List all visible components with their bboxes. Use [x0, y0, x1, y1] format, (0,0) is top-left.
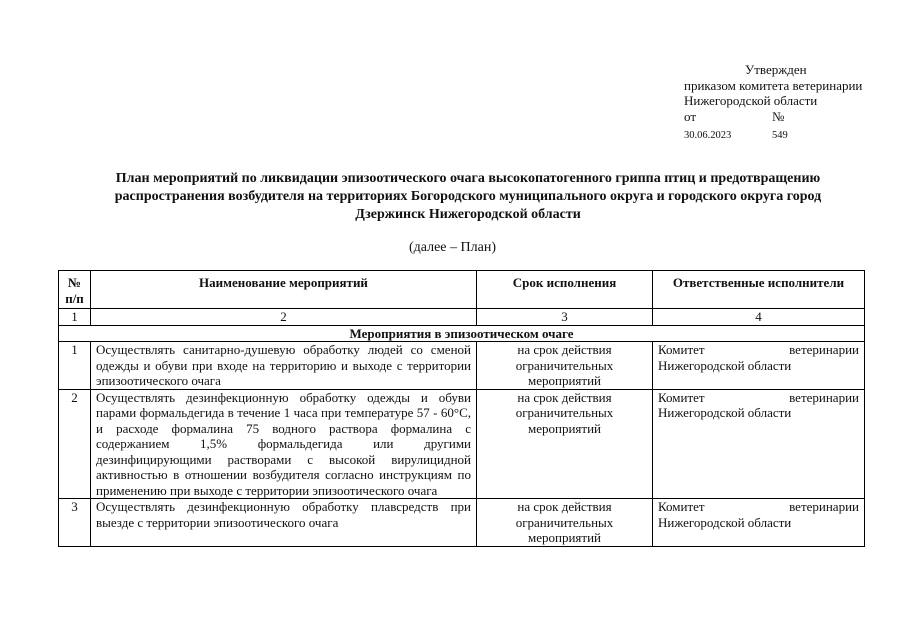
section-title: Мероприятия в эпизоотическом очаге [59, 325, 865, 342]
table-row [59, 389, 865, 499]
document-note: (далее – План) [408, 240, 496, 255]
row-description: Осуществлять дезинфекционную обработку плавсредств при выезде с территории эпизоотического очага [91, 499, 477, 547]
row-description: Осуществлять дезинфекционную обработку одежды и обуви парами формальдегида в течение 1 часа при температуре 57 - 60°С, и расходе формалина 75 водного раствора формалина с содержанием 1,5% формальдегида или другими дезинфицирующими растворами с высокой вирулицидной активностью в отношении возбудителя согласно инструкциям по применению при выходе с территории эпизоотического очага [91, 389, 477, 499]
col-number: 1 [59, 309, 91, 326]
table-header-row [59, 271, 865, 309]
approval-date: 30.06.2023 [684, 130, 732, 141]
row-responsible: Комитет ветеринарии Нижегородской области [653, 499, 865, 547]
header-num: № п/п [59, 271, 91, 309]
approval-order-line: приказом комитета ветеринарии [684, 77, 863, 93]
row-responsible: Комитет ветеринарии Нижегородской области [653, 342, 865, 390]
approval-number: 549 [772, 130, 788, 141]
column-number-row [59, 309, 865, 326]
header-measure: Наименование мероприятий [91, 271, 477, 309]
approval-region-line: Нижегородской области [684, 93, 818, 108]
approval-values-row [684, 128, 862, 144]
row-responsible: Комитет ветеринарии Нижегородской области [653, 389, 865, 499]
row-description: Осуществлять санитарно-душевую обработку людей со сменой одежды и обуви при входе на территорию и выходе с территории эпизоотического очага [91, 342, 477, 390]
approval-labels-row [684, 109, 862, 125]
approval-number-label: № [772, 108, 785, 124]
table-row [59, 499, 865, 547]
row-term: на срок действия ограничительных мероприятий [477, 389, 653, 499]
document-title: План мероприятий по ликвидации эпизоотического очага высокопатогенного гриппа птиц и предотвращению распространения возбудителя на территориях Богородского муниципального округа и городского округа город Дзержинск Нижегородской области [114, 171, 822, 222]
header-term: Срок исполнения [477, 271, 653, 309]
header-responsible: Ответственные исполнители [653, 271, 865, 309]
col-number: 2 [91, 309, 477, 326]
row-number: 3 [59, 499, 91, 547]
row-term: на срок действия ограничительных мероприятий [477, 342, 653, 390]
row-number: 1 [59, 342, 91, 390]
col-number: 4 [653, 309, 865, 326]
approval-stamp [684, 62, 862, 144]
table-row [59, 342, 865, 390]
row-number: 2 [59, 389, 91, 499]
measures-table [58, 270, 865, 547]
section-row [59, 325, 865, 342]
col-number: 3 [477, 309, 653, 326]
approval-from-label: от [684, 108, 697, 124]
approval-title: Утвержден [745, 62, 807, 77]
row-term: на срок действия ограничительных мероприятий [477, 499, 653, 547]
